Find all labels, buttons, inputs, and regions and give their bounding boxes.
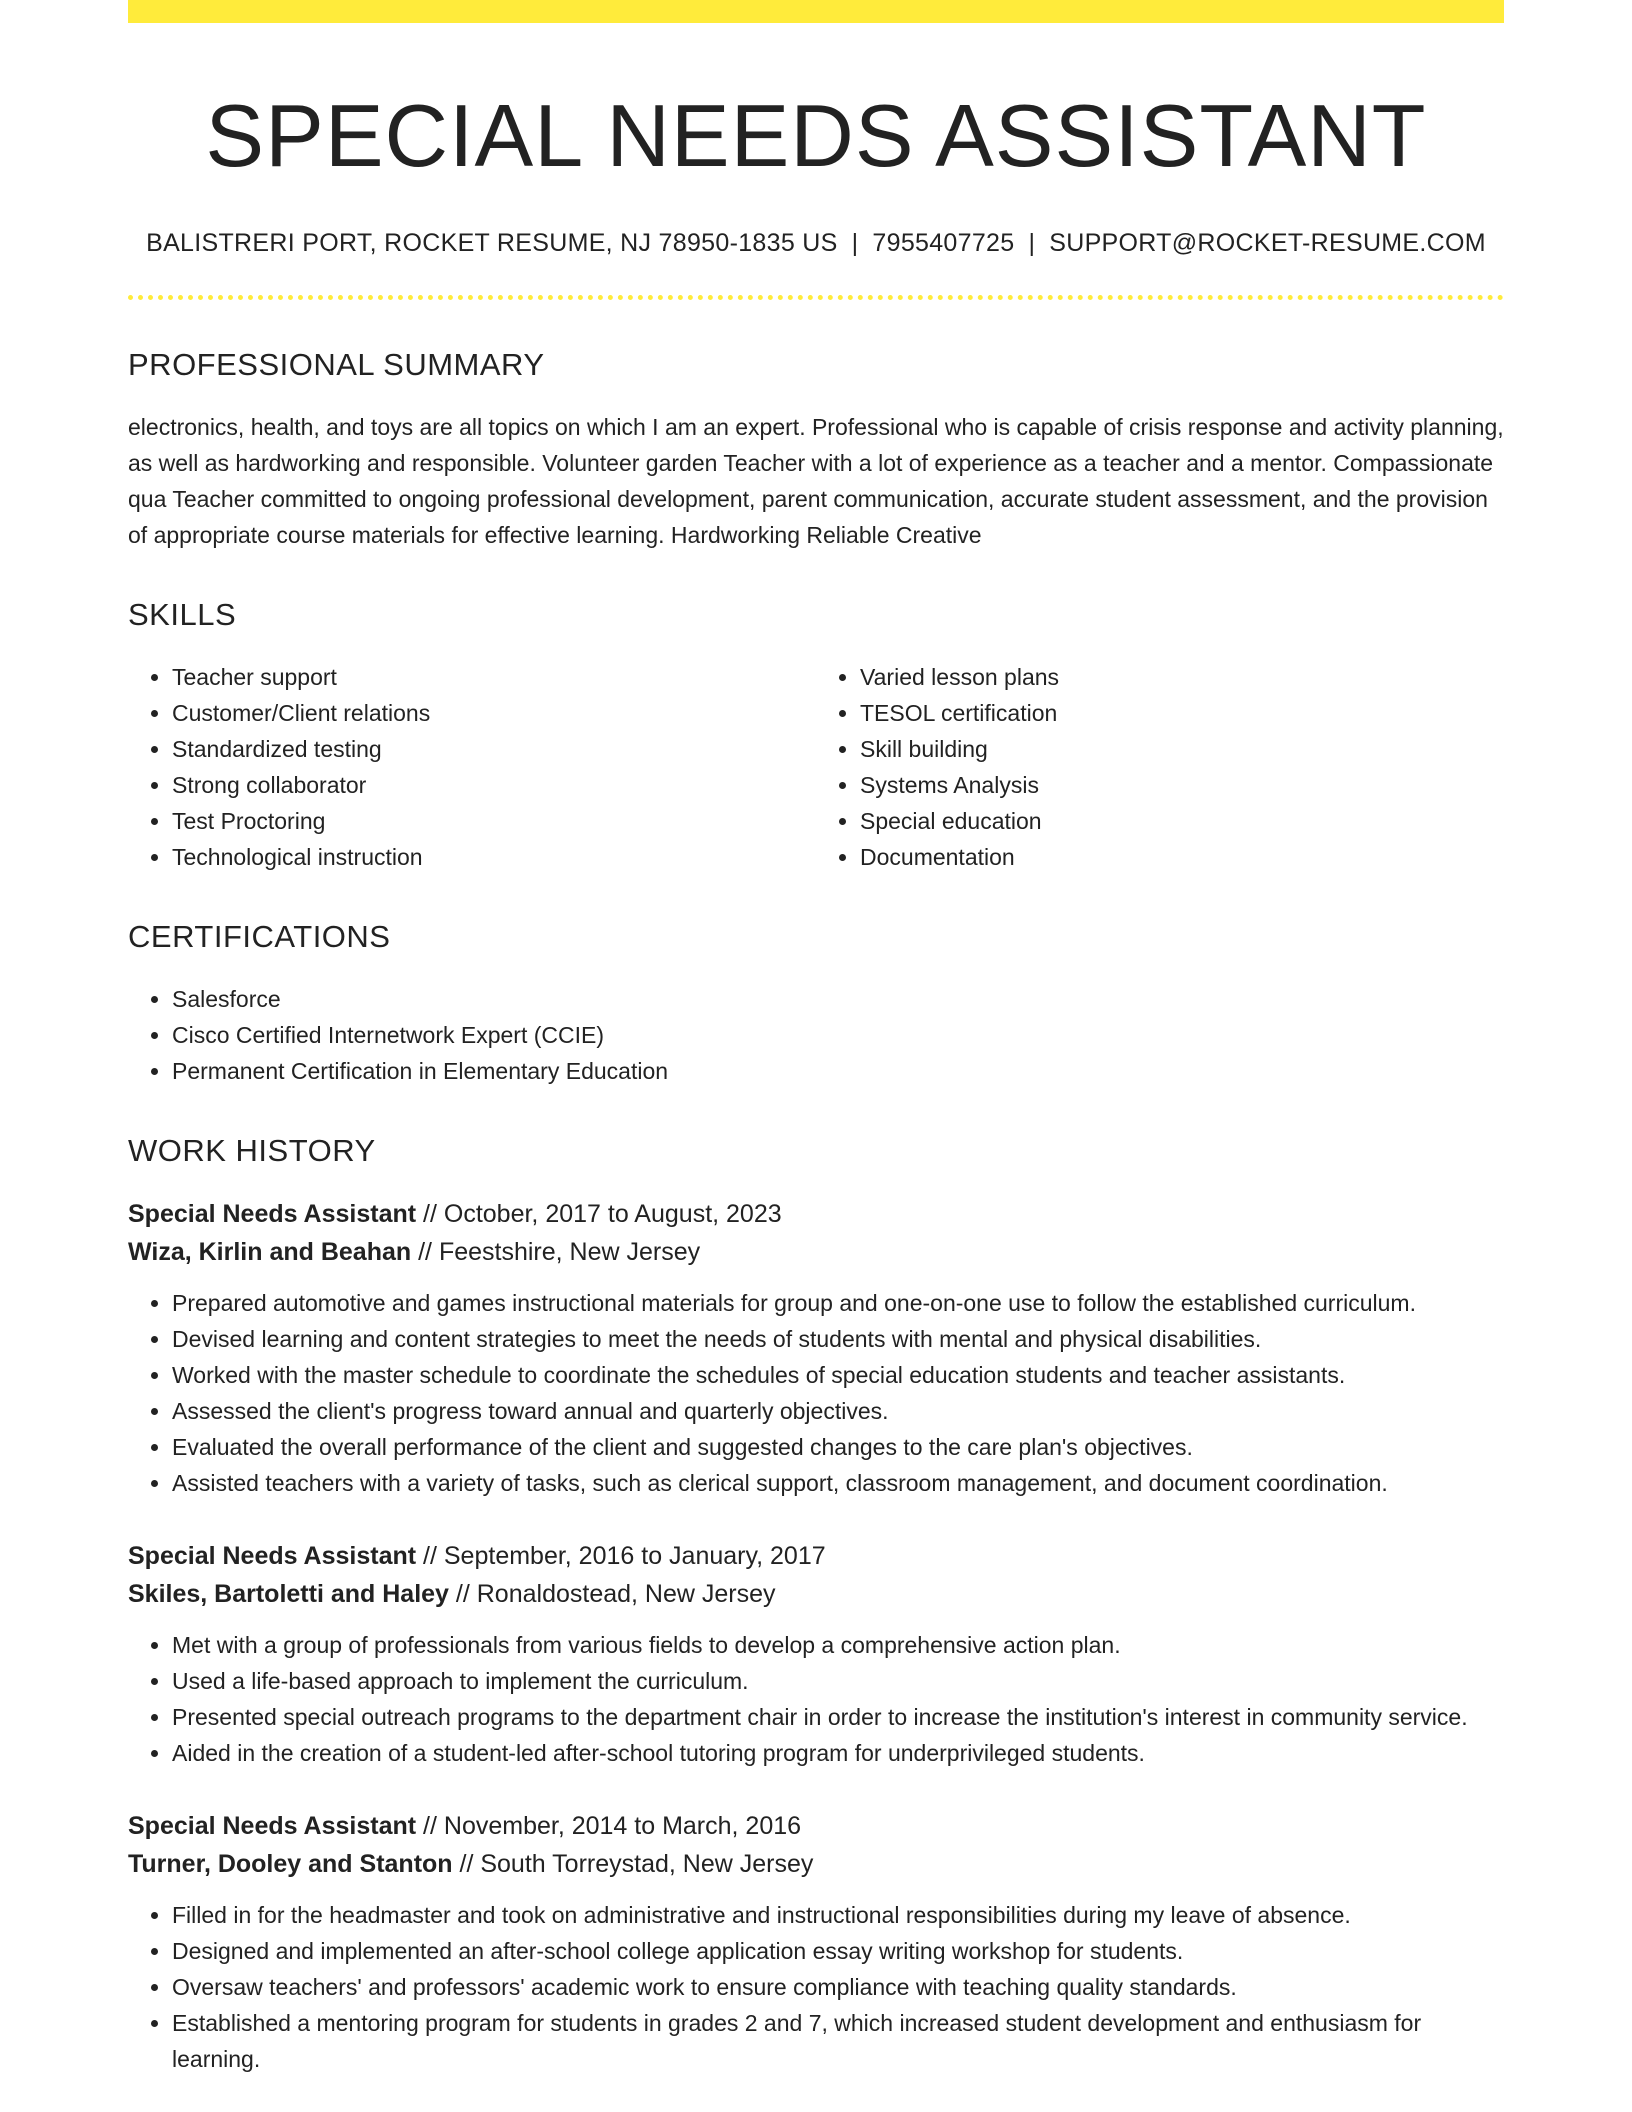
skill-item: • Technological instruction (172, 839, 816, 875)
job-role: Special Needs Assistant (128, 1541, 417, 1570)
job-duty: • Oversaw teachers' and professors' academic work to ensure compliance with teaching quality standards. (172, 1969, 1504, 2005)
job-duty: • Designed and implemented an after-school college application essay writing workshop for students. (172, 1933, 1504, 1969)
summary-heading: PROFESSIONAL SUMMARY (128, 346, 545, 382)
certifications-heading: CERTIFICATIONS (128, 918, 391, 954)
work-history-heading: WORK HISTORY (128, 1132, 376, 1168)
certification-item: • Cisco Certified Internetwork Expert (CCIE) (172, 1017, 1504, 1053)
job-location: // Feestshire, New Jersey (418, 1237, 701, 1266)
skill-item: • Systems Analysis (860, 767, 1504, 803)
certification-item: • Salesforce (172, 981, 1504, 1017)
job-duty: • Established a mentoring program for students in grades 2 and 7, which increased student development and enthusiasm for learning. (172, 2005, 1504, 2077)
resume-title: SPECIAL NEEDS ASSISTANT (205, 86, 1427, 185)
dotted-divider (128, 295, 1504, 300)
job-location: // Ronaldostead, New Jersey (455, 1579, 776, 1608)
skills-heading: SKILLS (128, 596, 237, 632)
job-duty: • Evaluated the overall performance of the client and suggested changes to the care plan's objectives. (172, 1429, 1504, 1465)
job-company: Turner, Dooley and Stanton (128, 1849, 453, 1878)
job-entry (128, 1537, 1504, 1771)
contact-address: BALISTRERI PORT, ROCKET RESUME, NJ 78950-1835 US (146, 228, 838, 257)
job-company-line (128, 1233, 1504, 1271)
job-duties-list (128, 1627, 1504, 1771)
job-role-line (128, 1195, 1504, 1233)
job-duty: • Used a life-based approach to implement the curriculum. (172, 1663, 1504, 1699)
job-role: Special Needs Assistant (128, 1811, 417, 1840)
certifications-section (128, 919, 1504, 1089)
job-company: Skiles, Bartoletti and Haley (128, 1579, 449, 1608)
certifications-list (128, 981, 1504, 1089)
skill-item: • Skill building (860, 731, 1504, 767)
skill-item: • Test Proctoring (172, 803, 816, 839)
skills-section (128, 597, 1504, 875)
skill-item: • Special education (860, 803, 1504, 839)
resume-page (128, 0, 1504, 2112)
skill-item: • Customer/Client relations (172, 695, 816, 731)
work-history-section (128, 1133, 1504, 2077)
skills-grid (128, 659, 1504, 875)
skill-item: • Varied lesson plans (860, 659, 1504, 695)
job-role-line (128, 1537, 1504, 1575)
job-company: Wiza, Kirlin and Beahan (128, 1237, 412, 1266)
skill-item: • Strong collaborator (172, 767, 816, 803)
contact-line (128, 229, 1504, 258)
skill-item: • TESOL certification (860, 695, 1504, 731)
job-duty: • Devised learning and content strategies to meet the needs of students with mental and physical disabilities. (172, 1321, 1504, 1357)
job-duties-list (128, 1285, 1504, 1501)
job-duty: • Aided in the creation of a student-led after-school tutoring program for underprivileged students. (172, 1735, 1504, 1771)
skill-item: • Documentation (860, 839, 1504, 875)
job-duty: • Met with a group of professionals from various fields to develop a comprehensive action plan. (172, 1627, 1504, 1663)
job-duty: • Presented special outreach programs to the department chair in order to increase the institution's interest in community service. (172, 1699, 1504, 1735)
skill-item: • Teacher support (172, 659, 816, 695)
job-duty: • Assessed the client's progress toward annual and quarterly objectives. (172, 1393, 1504, 1429)
contact-separator: | (851, 228, 859, 257)
job-role-line (128, 1807, 1504, 1845)
contact-phone: 7955407725 (872, 228, 1015, 257)
job-duties-list (128, 1897, 1504, 2077)
job-company-line (128, 1845, 1504, 1883)
contact-email: SUPPORT@ROCKET-RESUME.COM (1049, 228, 1486, 257)
job-duty: • Filled in for the headmaster and took on administrative and instructional responsibilities during my leave of absence. (172, 1897, 1504, 1933)
job-dates: // October, 2017 to August, 2023 (423, 1199, 782, 1228)
job-location: // South Torreystad, New Jersey (459, 1849, 814, 1878)
job-company-line (128, 1575, 1504, 1613)
job-dates: // November, 2014 to March, 2016 (423, 1811, 802, 1840)
job-duty: • Prepared automotive and games instructional materials for group and one-on-one use to follow the established curriculum. (172, 1285, 1504, 1321)
skills-list-right (816, 659, 1504, 875)
accent-bar (128, 0, 1504, 23)
job-entry (128, 1195, 1504, 1501)
certification-item: • Permanent Certification in Elementary Education (172, 1053, 1504, 1089)
summary-text: electronics, health, and toys are all topics on which I am an expert. Professional who is capable of crisis response and activity planning, as well as hardworking and responsible. Volunteer garden Teacher with a lot of experience as a teacher and a mentor. Compassionate qua Teacher committed to ongoing professional development, parent communication, accurate student assessment, and the provision of appropriate course materials for effective learning. Hardworking Reliable Creative (128, 413, 1504, 548)
job-duty: • Worked with the master schedule to coordinate the schedules of special education students and teacher assistants. (172, 1357, 1504, 1393)
contact-separator: | (1028, 228, 1036, 257)
job-dates: // September, 2016 to January, 2017 (423, 1541, 826, 1570)
job-entry (128, 1807, 1504, 2077)
skill-item: • Standardized testing (172, 731, 816, 767)
skills-list-left (128, 659, 816, 875)
summary-section (128, 347, 1504, 553)
job-role: Special Needs Assistant (128, 1199, 417, 1228)
job-duty: • Assisted teachers with a variety of tasks, such as clerical support, classroom management, and document coordination. (172, 1465, 1504, 1501)
